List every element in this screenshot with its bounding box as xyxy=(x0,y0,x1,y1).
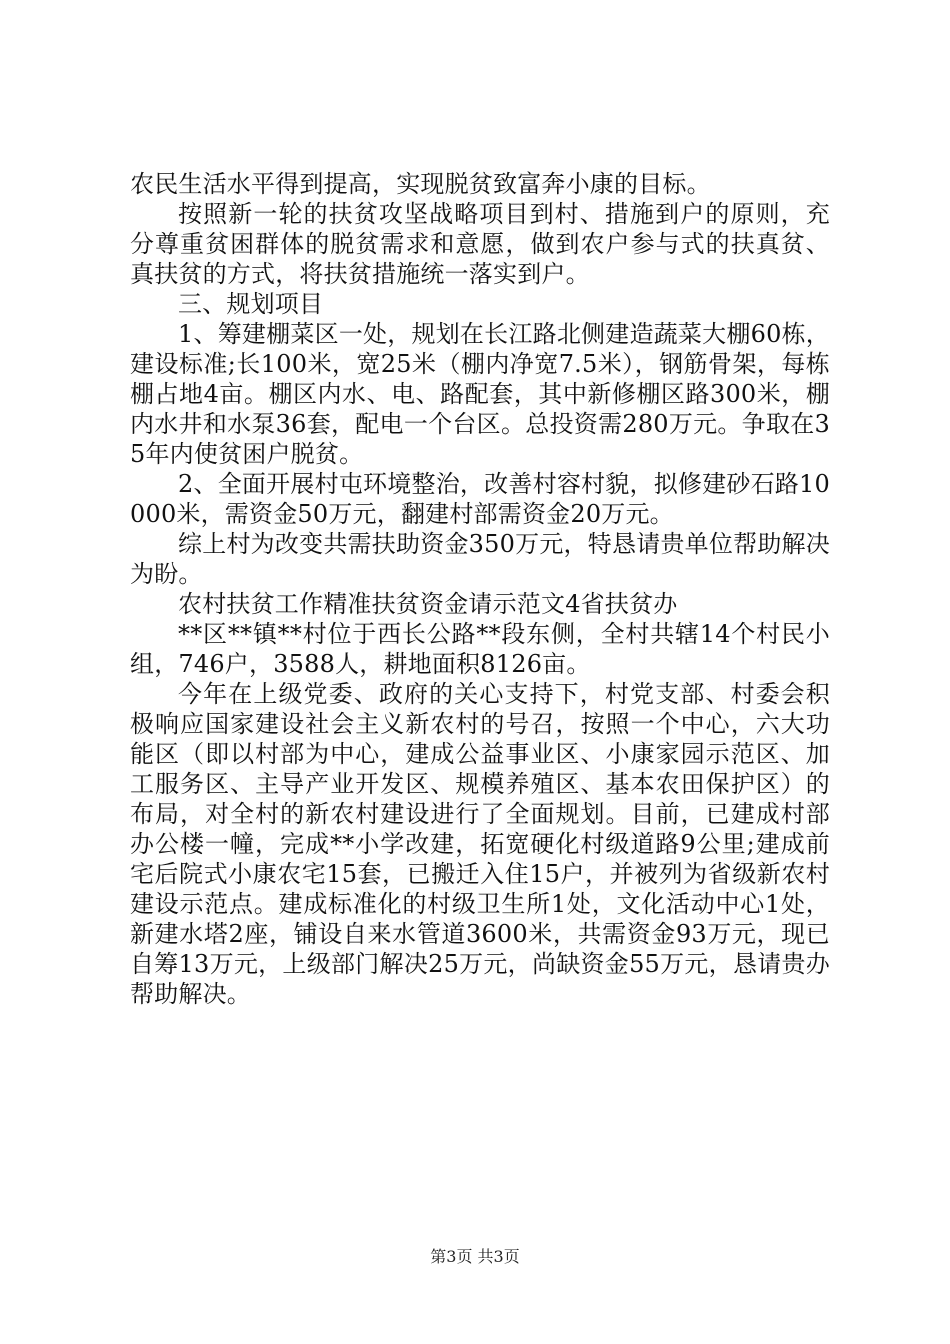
paragraph-summary: 综上村为改变共需扶助资金350万元，特恳请贵单位帮助解决为盼。 xyxy=(130,530,830,588)
paragraph-item-1: 1、筹建棚菜区一处，规划在长江路北侧建造蔬菜大棚60栋，建设标准;长100米，宽25米（棚内净宽7.5米），钢筋骨架，每栋棚占地4亩。棚区内水、电、路配套，其中新修棚区路300米，棚内水井和水泵36套，配电一个台区。总投资需280万元。争取在35年内使贫困户脱贫。 xyxy=(130,320,830,468)
paragraph-village-intro: **区**镇**村位于西长公路**段东侧，全村共辖14个村民小组，746户，3588人，耕地面积8126亩。 xyxy=(130,620,830,678)
document-subtitle: 农村扶贫工作精准扶贫资金请示范文4省扶贫办 xyxy=(178,590,678,618)
paragraph-2: 按照新一轮的扶贫攻坚战略项目到村、措施到户的原则，充分尊重贫困群体的脱贫需求和意愿，做到农户参与式的扶真贫、真扶贫的方式，将扶贫措施统一落实到户。 xyxy=(130,200,830,288)
paragraph-1: 农民生活水平得到提高，实现脱贫致富奔小康的目标。 xyxy=(130,170,711,198)
paragraph-village-progress: 今年在上级党委、政府的关心支持下，村党支部、村委会积极响应国家建设社会主义新农村的号召，按照一个中心，六大功能区（即以村部为中心，建成公益事业区、小康家园示范区、加工服务区、主导产业开发区、规模养殖区、基本农田保护区）的布局，对全村的新农村建设进行了全面规划。目前，已建成村部办公楼一幢，完成**小学改建，拓宽硬化村级道路9公里;建成前宅后院式小康农宅15套，已搬迁入住15户，并被列为省级新农村建设示范点。建成标准化的村级卫生所1处，文化活动中心1处，新建水塔2座，铺设自来水管道3600米，共需资金93万元，现已自筹13万元，上级部门解决25万元，尚缺资金55万元，恳请贵办帮助解决。 xyxy=(130,680,830,1008)
section-heading: 三、规划项目 xyxy=(178,290,324,318)
paragraph-item-2: 2、全面开展村屯环境整治，改善村容村貌，拟修建砂石路10000米，需资金50万元，翻建村部需资金20万元。 xyxy=(130,470,830,528)
document-body xyxy=(130,169,830,1009)
page-footer: 第3页 共3页 xyxy=(430,1247,520,1266)
